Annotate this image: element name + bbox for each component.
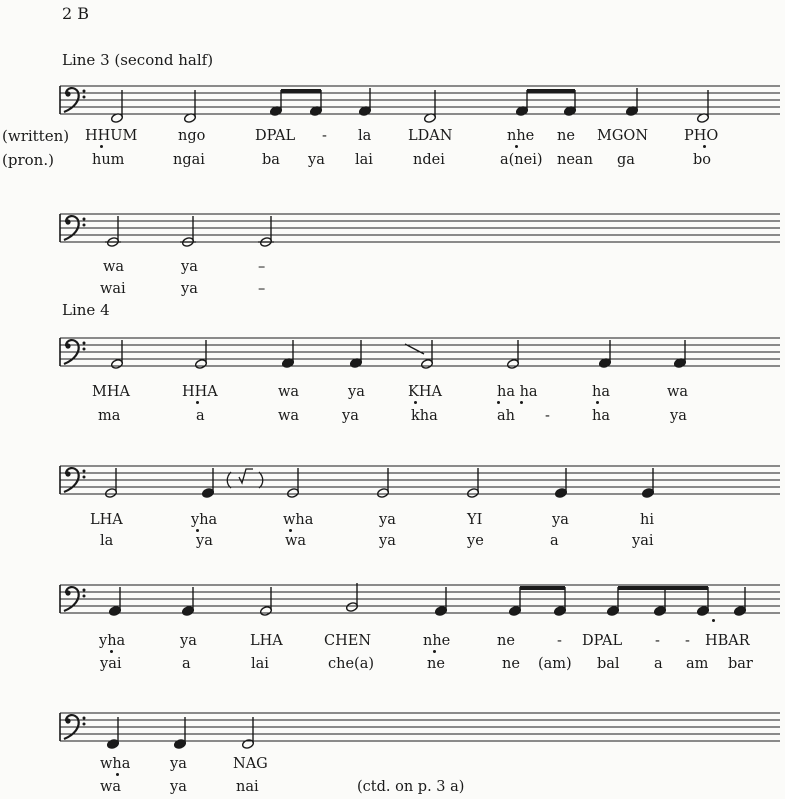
syllable-pron: a(nei): [500, 152, 543, 168]
syllable-written: wa: [278, 384, 300, 400]
syllable-pron: ya: [342, 408, 359, 424]
syllable-pron: -: [545, 408, 550, 424]
syllable-written: ya: [170, 756, 187, 772]
sublinear-dot: [433, 650, 436, 653]
syllable-pron: wai: [100, 281, 126, 297]
syllable-pron: che(a): [328, 656, 374, 672]
syllable-written: –: [258, 259, 266, 275]
syllable-written: -: [655, 633, 660, 649]
syllable-pron: a: [654, 656, 663, 672]
syllable-written: ya: [348, 384, 365, 400]
syllable-pron: wa: [278, 408, 300, 424]
syllable-pron: lai: [251, 656, 269, 672]
syllable-pron: ga: [617, 152, 635, 168]
sublinear-dot: [110, 650, 113, 653]
syllable-written: HHA: [182, 384, 218, 400]
syllable-written: ne: [557, 128, 575, 144]
syllable-pron: bar: [728, 656, 753, 672]
syllable-pron: yai: [100, 656, 122, 672]
syllable-pron: wa: [100, 779, 122, 795]
section-label-line4: Line 4: [62, 301, 110, 319]
syllable-written: ya: [181, 259, 198, 275]
syllable-written: KHA: [408, 384, 442, 400]
syllable-pron: ya: [308, 152, 325, 168]
staff-system-2: [0, 212, 785, 252]
syllable-written: ne: [497, 633, 515, 649]
syllable-written: -: [685, 633, 690, 649]
staff-system-5: [0, 583, 785, 623]
sublinear-dot: [703, 145, 706, 148]
syllable-written: YI: [467, 512, 483, 528]
syllable-pron: (am): [538, 656, 572, 672]
syllable-written: wha: [283, 512, 314, 528]
row-label-pron: (pron.): [2, 151, 54, 169]
syllable-pron: ya: [196, 533, 213, 549]
syllable-pron: ngai: [173, 152, 205, 168]
syllable-pron: ah: [497, 408, 515, 424]
sublinear-dot: [116, 773, 119, 776]
syllable-pron: ne: [427, 656, 445, 672]
staff-system-6: [0, 711, 785, 751]
syllable-written: HHUM: [85, 128, 138, 144]
syllable-pron: a: [182, 656, 191, 672]
syllable-pron: ba: [262, 152, 280, 168]
syllable-written: la: [358, 128, 372, 144]
syllable-pron: hum: [92, 152, 125, 168]
syllable-pron: kha: [411, 408, 438, 424]
syllable-written: -: [322, 128, 327, 144]
syllable-written: hi: [640, 512, 654, 528]
syllable-written: PHO: [684, 128, 719, 144]
syllable-written: wha: [100, 756, 131, 772]
sublinear-dot: [414, 401, 417, 404]
syllable-written: wa: [103, 259, 125, 275]
syllable-written: MHA: [92, 384, 130, 400]
syllable-written: yha: [99, 633, 126, 649]
syllable-pron: ya: [670, 408, 687, 424]
syllable-pron: wa: [285, 533, 307, 549]
syllable-written: ya: [379, 512, 396, 528]
continued-note: (ctd. on p. 3 a): [357, 779, 465, 795]
syllable-pron: yai: [632, 533, 654, 549]
sublinear-dot: [100, 145, 103, 148]
syllable-pron: a: [196, 408, 205, 424]
syllable-written: ya: [180, 633, 197, 649]
syllable-pron: nai: [236, 779, 259, 795]
page-number: 2 B: [62, 4, 90, 23]
syllable-written: MGON: [597, 128, 649, 144]
syllable-pron: ndei: [413, 152, 445, 168]
syllable-written: DPAL: [582, 633, 623, 649]
syllable-pron: ne: [502, 656, 520, 672]
sublinear-dot: [520, 401, 523, 404]
syllable-written: yha: [191, 512, 218, 528]
syllable-pron: bal: [597, 656, 620, 672]
staff-system-4: [0, 464, 785, 504]
syllable-pron: ya: [170, 779, 187, 795]
syllable-written: nhe: [507, 128, 535, 144]
syllable-pron: am: [686, 656, 709, 672]
syllable-pron: ha: [592, 408, 610, 424]
staff-system-1: [0, 84, 785, 124]
staff-system-3: [0, 336, 785, 376]
sublinear-dot: [596, 401, 599, 404]
syllable-pron: lai: [355, 152, 373, 168]
syllable-written: wa: [667, 384, 689, 400]
sublinear-dot: [196, 401, 199, 404]
section-label-line3: Line 3 (second half): [62, 51, 214, 69]
sublinear-dot: [289, 529, 292, 532]
sublinear-dot: [196, 529, 199, 532]
syllable-written: HBAR: [705, 633, 750, 649]
syllable-written: CHEN: [324, 633, 372, 649]
syllable-written: ya: [552, 512, 569, 528]
syllable-pron: nean: [557, 152, 593, 168]
syllable-pron: ye: [467, 533, 484, 549]
syllable-written: LHA: [90, 512, 123, 528]
syllable-written: ha ha: [497, 384, 538, 400]
sublinear-dot: [515, 145, 518, 148]
sublinear-dot: [712, 619, 715, 622]
syllable-pron: bo: [693, 152, 712, 168]
syllable-pron: ya: [181, 281, 198, 297]
syllable-written: LDAN: [408, 128, 453, 144]
syllable-written: -: [557, 633, 562, 649]
breath-mark-icon: [227, 469, 263, 488]
syllable-written: ha: [592, 384, 610, 400]
syllable-written: DPAL: [255, 128, 296, 144]
syllable-written: ngo: [178, 128, 206, 144]
syllable-pron: ma: [98, 408, 121, 424]
syllable-written: NAG: [233, 756, 268, 772]
row-label-written: (written): [2, 127, 70, 145]
syllable-written: nhe: [423, 633, 451, 649]
syllable-written: LHA: [250, 633, 283, 649]
syllable-pron: la: [100, 533, 114, 549]
sublinear-dot: [497, 401, 500, 404]
syllable-pron: a: [550, 533, 559, 549]
syllable-pron: ya: [379, 533, 396, 549]
syllable-pron: –: [258, 281, 266, 297]
